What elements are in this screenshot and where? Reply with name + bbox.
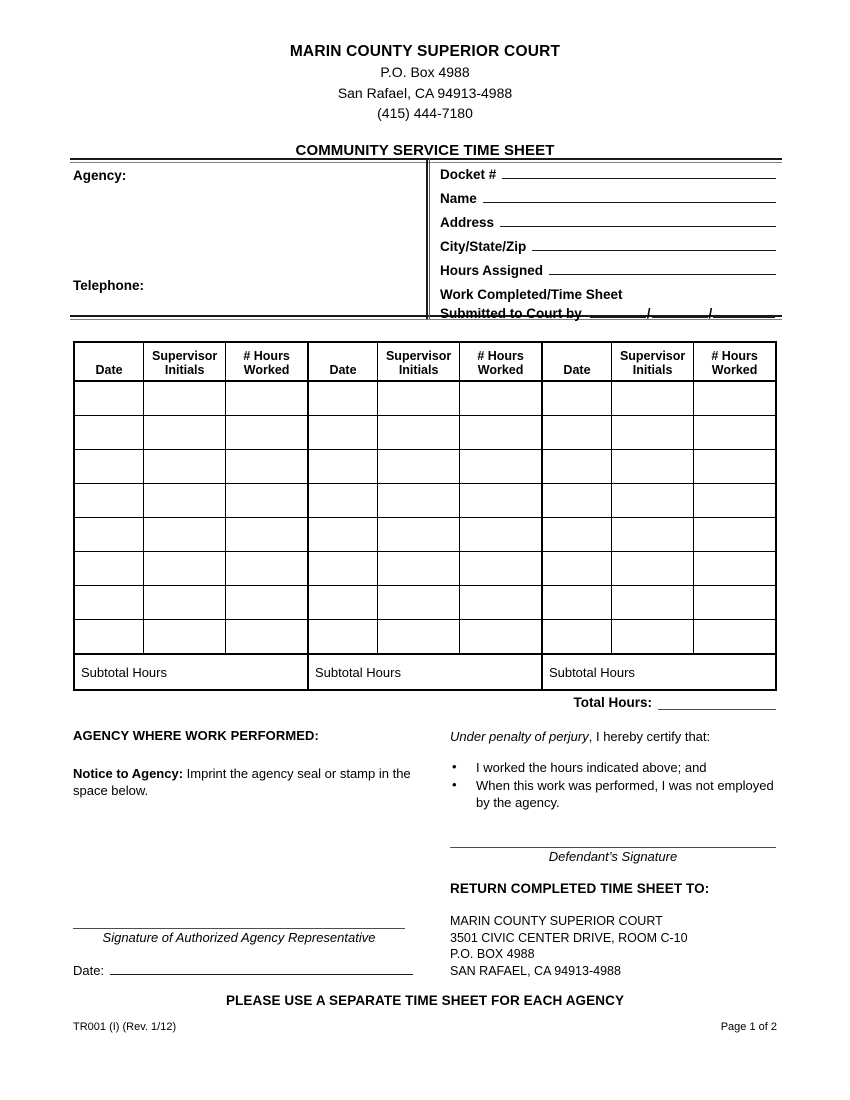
header-date-3: Date [542, 342, 612, 381]
docket-number-input[interactable] [502, 164, 776, 179]
submitted-day-input[interactable] [652, 304, 708, 318]
cell-hours-worked[interactable] [694, 518, 776, 552]
cell-hours-worked[interactable] [694, 586, 776, 620]
cell-supervisor-initials[interactable] [378, 450, 460, 484]
time-sheet-table [73, 341, 777, 691]
table-row [74, 484, 776, 518]
cell-date[interactable] [74, 586, 144, 620]
cell-date[interactable] [542, 586, 612, 620]
cell-supervisor-initials[interactable] [144, 620, 226, 655]
cell-hours-worked[interactable] [460, 450, 542, 484]
form-title: COMMUNITY SERVICE TIME SHEET [295, 141, 555, 159]
cell-hours-worked[interactable] [226, 416, 308, 450]
cell-supervisor-initials[interactable] [144, 518, 226, 552]
cell-hours-worked[interactable] [694, 552, 776, 586]
agency-where-title: AGENCY WHERE WORK PERFORMED: [73, 728, 319, 743]
cell-date[interactable] [542, 518, 612, 552]
city-state-zip-input[interactable] [532, 236, 776, 251]
header-hours-worked-1: # Hours Worked [226, 342, 308, 381]
document-header [0, 42, 850, 159]
cell-supervisor-initials[interactable] [144, 484, 226, 518]
cell-hours-worked[interactable] [226, 518, 308, 552]
agency-date-label: Date: [73, 963, 105, 978]
agency-signature-caption: Signature of Authorized Agency Representative [102, 930, 376, 945]
cell-date[interactable] [542, 416, 612, 450]
cell-date[interactable] [74, 484, 144, 518]
cell-supervisor-initials[interactable] [612, 620, 694, 655]
bullet-text: When this work was performed, I was not employed by the agency. [476, 778, 774, 810]
subtotal-hours-cell[interactable]: Subtotal Hours [308, 654, 542, 690]
date-slash-1: / [646, 305, 651, 321]
cell-date[interactable] [74, 620, 144, 655]
court-po-box: P.O. Box 4988 [380, 64, 470, 80]
cell-supervisor-initials[interactable] [378, 484, 460, 518]
list-item [450, 777, 780, 811]
docket-fields-block [440, 164, 776, 322]
cell-hours-worked[interactable] [460, 518, 542, 552]
field-label: Name [440, 191, 477, 206]
cell-hours-worked[interactable] [226, 552, 308, 586]
header-supervisor-initials-3: Supervisor Initials [612, 342, 694, 381]
notice-text: Imprint the agency seal or stamp in the space below. [73, 766, 411, 798]
name-input[interactable] [483, 188, 776, 203]
field-address [440, 212, 776, 236]
cell-supervisor-initials[interactable] [378, 518, 460, 552]
field-label: Address [440, 215, 495, 230]
court-name: MARIN COUNTY SUPERIOR COURT [289, 43, 561, 60]
cell-date[interactable] [74, 518, 144, 552]
list-item [450, 759, 780, 776]
cell-supervisor-initials[interactable] [378, 620, 460, 655]
header-supervisor-initials-1: Supervisor Initials [144, 342, 226, 381]
return-address-line: P.O. BOX 4988 [450, 947, 535, 961]
footer-page-number: Page 1 of 2 [720, 1021, 777, 1033]
defendant-signature-line[interactable] [450, 847, 776, 848]
table-row [74, 620, 776, 655]
work-completed-label [440, 287, 776, 322]
bullet-text: I worked the hours indicated above; and [476, 760, 707, 775]
field-hours-assigned [440, 260, 776, 284]
table-row [74, 381, 776, 416]
cell-date[interactable] [542, 552, 612, 586]
cell-date[interactable] [74, 381, 144, 416]
cell-supervisor-initials[interactable] [612, 416, 694, 450]
total-hours-label: Total Hours: [573, 695, 652, 710]
cell-date[interactable] [74, 416, 144, 450]
table-row [74, 450, 776, 484]
bullet-icon: • [452, 759, 457, 774]
cell-date[interactable] [308, 381, 378, 416]
agency-label: Agency: [73, 168, 127, 183]
table-row [74, 416, 776, 450]
cell-hours-worked[interactable] [226, 586, 308, 620]
perjury-italic-phrase: Under penalty of perjury [450, 729, 589, 744]
header-hours-worked-2: # Hours Worked [460, 342, 542, 381]
hours-assigned-input[interactable] [549, 260, 776, 275]
submitted-year-input[interactable] [713, 304, 775, 318]
cell-supervisor-initials[interactable] [612, 518, 694, 552]
field-docket-number [440, 164, 776, 188]
cell-hours-worked[interactable] [460, 484, 542, 518]
cell-supervisor-initials[interactable] [378, 381, 460, 416]
subtotal-hours-cell[interactable]: Subtotal Hours [74, 654, 308, 690]
court-city-state-zip: San Rafael, CA 94913-4988 [337, 84, 513, 101]
cell-supervisor-initials[interactable] [612, 552, 694, 586]
return-address-line: SAN RAFAEL, CA 94913-4988 [450, 963, 621, 978]
cell-supervisor-initials[interactable] [612, 381, 694, 416]
submitted-label: Submitted to Court by [440, 305, 582, 321]
submitted-date-row [440, 304, 776, 323]
header-date-1: Date [74, 342, 144, 381]
notice-to-agency [73, 765, 433, 799]
cell-hours-worked[interactable] [694, 416, 776, 450]
cell-supervisor-initials[interactable] [144, 586, 226, 620]
cell-hours-worked[interactable] [460, 552, 542, 586]
header-date-2: Date [308, 342, 378, 381]
return-address-block [450, 913, 688, 979]
cell-date[interactable] [542, 450, 612, 484]
cell-hours-worked[interactable] [460, 416, 542, 450]
header-hours-worked-3: # Hours Worked [694, 342, 776, 381]
cell-supervisor-initials[interactable] [144, 450, 226, 484]
return-address-line: MARIN COUNTY SUPERIOR COURT [450, 914, 663, 928]
cell-date[interactable] [542, 381, 612, 416]
submitted-month-input[interactable] [590, 304, 646, 318]
court-phone: (415) 444-7180 [377, 105, 473, 121]
perjury-statement [450, 728, 780, 745]
work-completed-line-1: Work Completed/Time Sheet [440, 287, 623, 302]
defendant-signature-caption: Defendant’s Signature [548, 849, 678, 864]
field-label: Docket # [440, 167, 497, 182]
cell-hours-worked[interactable] [226, 381, 308, 416]
cell-date[interactable] [308, 450, 378, 484]
agency-signature-line[interactable] [73, 928, 405, 929]
field-city-state-zip [440, 236, 776, 260]
cell-hours-worked[interactable] [694, 450, 776, 484]
certification-section [450, 728, 780, 812]
cell-hours-worked[interactable] [226, 620, 308, 655]
agency-work-section [73, 728, 433, 799]
cell-supervisor-initials[interactable] [612, 484, 694, 518]
cell-supervisor-initials[interactable] [378, 416, 460, 450]
cell-supervisor-initials[interactable] [144, 416, 226, 450]
cell-date[interactable] [308, 484, 378, 518]
field-label: Hours Assigned [440, 263, 544, 278]
cell-date[interactable] [542, 484, 612, 518]
cell-hours-worked[interactable] [226, 484, 308, 518]
field-label: City/State/Zip [440, 239, 527, 254]
telephone-label: Telephone: [73, 278, 145, 293]
table-row [74, 518, 776, 552]
cell-supervisor-initials[interactable] [378, 586, 460, 620]
cell-supervisor-initials[interactable] [612, 450, 694, 484]
cell-date[interactable] [308, 416, 378, 450]
subtotal-hours-cell[interactable]: Subtotal Hours [542, 654, 776, 690]
total-hours-input[interactable] [658, 709, 776, 710]
cell-date[interactable] [308, 586, 378, 620]
cell-hours-worked[interactable] [694, 381, 776, 416]
cell-hours-worked[interactable] [460, 586, 542, 620]
footer-form-id: TR001 (I) (Rev. 1/12) [73, 1021, 177, 1033]
cell-date[interactable] [74, 450, 144, 484]
agency-date-row [73, 961, 413, 978]
cell-date[interactable] [308, 620, 378, 655]
cell-date[interactable] [308, 552, 378, 586]
perjury-rest: , I hereby certify that: [588, 729, 711, 744]
address-input[interactable] [500, 212, 776, 227]
agency-date-input[interactable] [110, 961, 413, 975]
table-header-row [74, 342, 776, 381]
table-body [74, 381, 776, 690]
cell-date[interactable] [308, 518, 378, 552]
header-supervisor-initials-2: Supervisor Initials [378, 342, 460, 381]
cell-date[interactable] [74, 552, 144, 586]
table-row [74, 586, 776, 620]
table-row [74, 552, 776, 586]
cell-supervisor-initials[interactable] [378, 552, 460, 586]
notice-bold-label: Notice to Agency: [73, 766, 184, 781]
cell-supervisor-initials[interactable] [612, 586, 694, 620]
return-address-line: 3501 CIVIC CENTER DRIVE, ROOM C-10 [450, 930, 688, 945]
subtotal-row [74, 654, 776, 690]
footer-note: PLEASE USE A SEPARATE TIME SHEET FOR EACH AGENCY [225, 993, 625, 1008]
cell-hours-worked[interactable] [460, 620, 542, 655]
cell-hours-worked[interactable] [694, 620, 776, 655]
certification-bullet-list [450, 759, 780, 811]
bullet-icon: • [452, 777, 457, 792]
cell-hours-worked[interactable] [226, 450, 308, 484]
section-vertical-divider [426, 158, 431, 319]
total-hours-row [440, 695, 776, 710]
cell-supervisor-initials[interactable] [144, 381, 226, 416]
cell-date[interactable] [542, 620, 612, 655]
cell-hours-worked[interactable] [460, 381, 542, 416]
return-to-title: RETURN COMPLETED TIME SHEET TO: [450, 881, 710, 896]
date-slash-2: / [708, 305, 713, 321]
cell-supervisor-initials[interactable] [144, 552, 226, 586]
field-name [440, 188, 776, 212]
cell-hours-worked[interactable] [694, 484, 776, 518]
